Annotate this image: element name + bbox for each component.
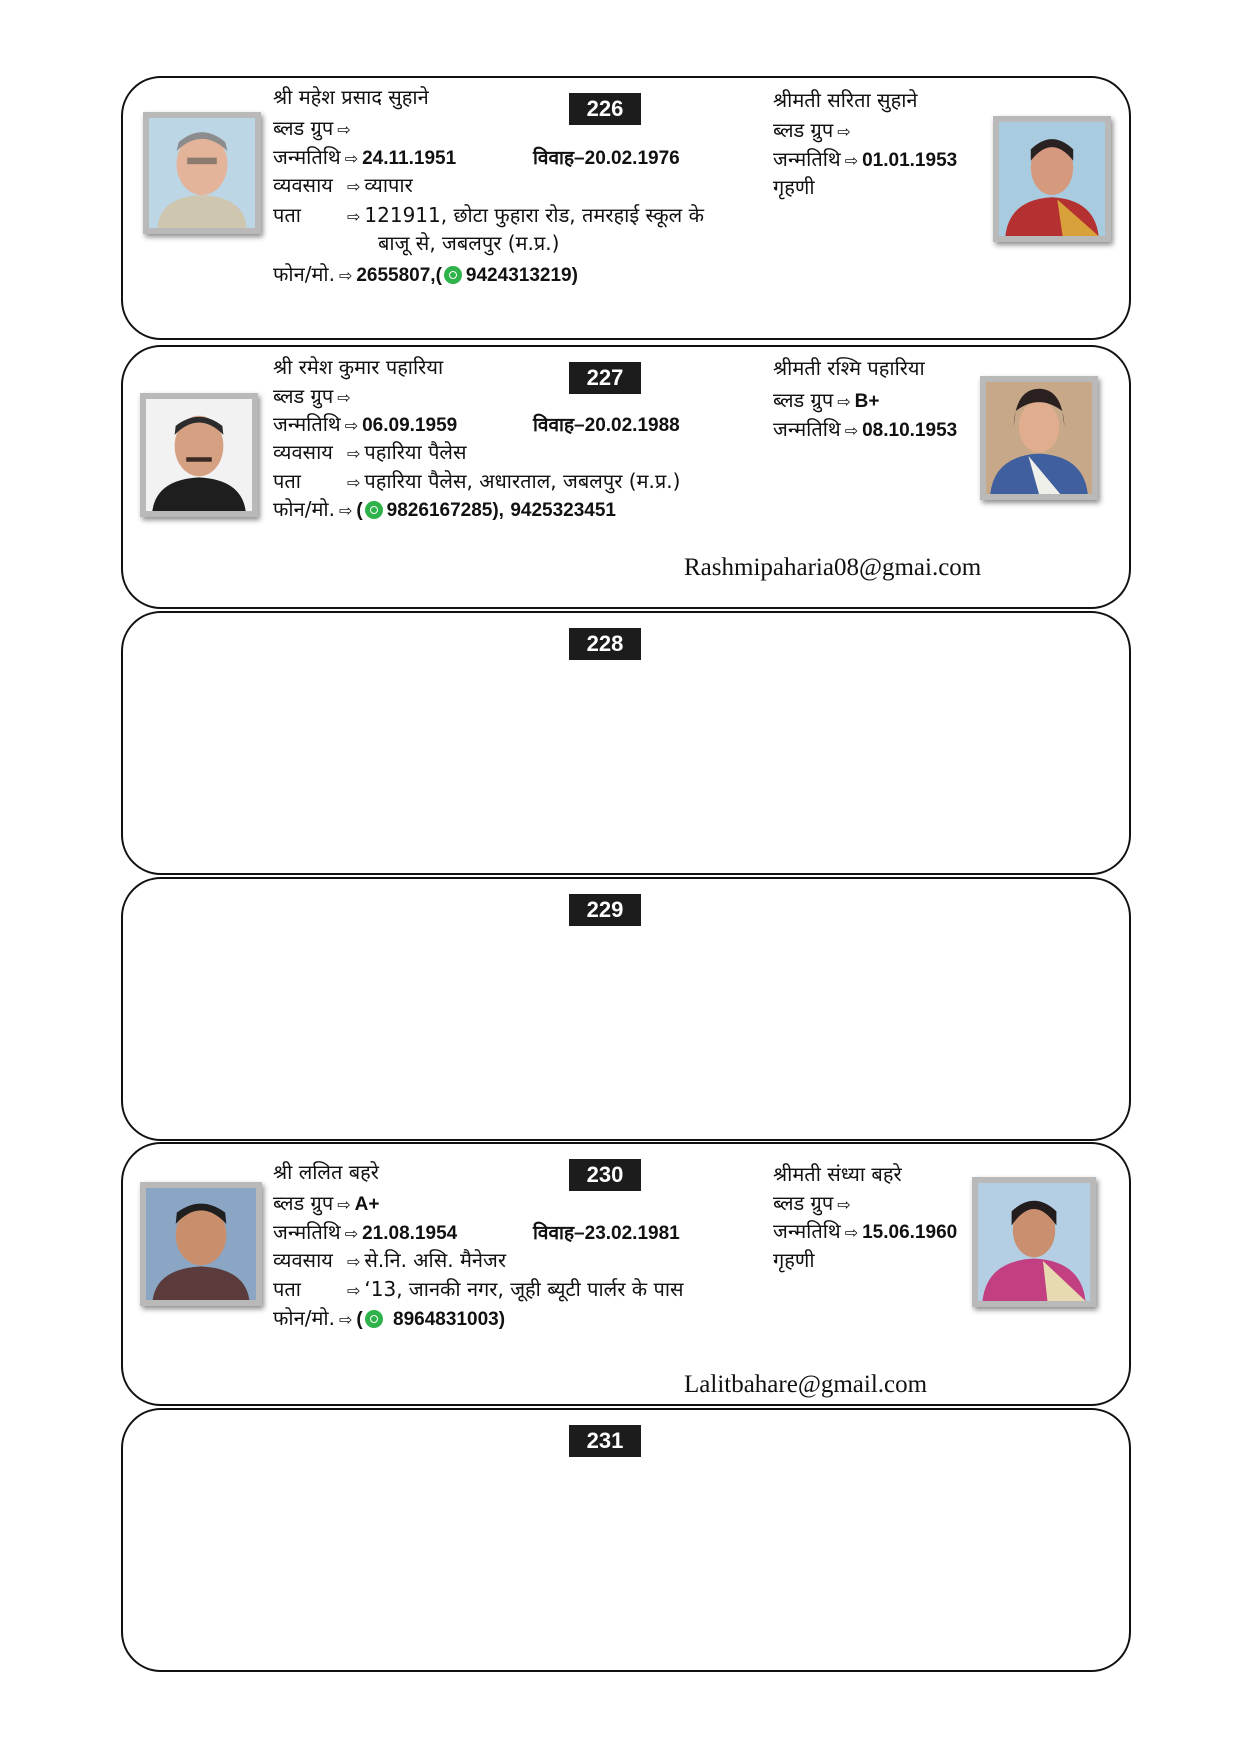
- address-label: पता: [273, 203, 301, 227]
- arrow-right-icon: ⇨: [837, 1195, 851, 1214]
- husband-phone: फोन/मो. ⇨ ( 9826167285), 9425323451: [273, 497, 616, 521]
- arrow-right-icon: ⇨: [837, 122, 851, 141]
- directory-card-227: [121, 345, 1131, 609]
- directory-card-228: [121, 611, 1131, 875]
- husband-name: श्री ललित बहरे: [273, 1160, 379, 1184]
- address-line-1: 121911, छोटा फुहारा रोड, तमरहाई स्कूल के: [364, 203, 704, 227]
- husband-blood-group: ब्लड ग्रुप ⇨ A+: [273, 1191, 380, 1215]
- arrow-right-icon: ⇨: [347, 1281, 361, 1300]
- blood-group-label: ब्लड ग्रुप: [273, 116, 334, 140]
- wife-photo: [972, 1177, 1096, 1307]
- husband-dob: जन्मतिथि ⇨ 06.09.1959: [273, 412, 458, 436]
- wife-occupation: गृहणी: [773, 175, 815, 199]
- card-number-badge: 228: [569, 628, 641, 660]
- wife-blood-group: ब्लड ग्रुप ⇨: [773, 118, 851, 142]
- email-address[interactable]: Rashmipaharia08@gmai.com: [684, 554, 982, 581]
- arrow-right-icon: ⇨: [338, 1310, 353, 1329]
- arrow-right-icon: ⇨: [347, 444, 361, 463]
- arrow-right-icon: ⇨: [344, 149, 359, 168]
- husband-name: श्री महेश प्रसाद सुहाने: [273, 85, 429, 109]
- arrow-right-icon: ⇨: [844, 151, 859, 170]
- card-number-badge: 231: [569, 1425, 641, 1457]
- arrow-right-icon: ⇨: [347, 1252, 361, 1271]
- husband-blood-group: ब्लड ग्रुप ⇨: [273, 384, 351, 408]
- husband-occupation: व्यवसाय ⇨ से.नि. असि. मैनेजर: [273, 1248, 507, 1272]
- husband-name: श्री रमेश कुमार पहारिया: [273, 355, 444, 379]
- wife-name: श्रीमती सरिता सुहाने: [773, 88, 918, 112]
- whatsapp-icon: [365, 501, 383, 519]
- directory-card-231: [121, 1408, 1131, 1672]
- marriage-date: विवाह–20.02.1976: [533, 148, 680, 169]
- phone-label: फोन/मो.: [273, 262, 335, 286]
- husband-photo: [143, 112, 261, 234]
- wife-blood-group: ब्लड ग्रुप ⇨ B+: [773, 388, 880, 412]
- arrow-right-icon: ⇨: [347, 177, 361, 196]
- arrow-right-icon: ⇨: [844, 421, 859, 440]
- arrow-right-icon: ⇨: [338, 266, 353, 285]
- card-number-badge: 226: [569, 93, 641, 125]
- email-address[interactable]: Lalitbahare@gmail.com: [684, 1371, 928, 1398]
- whatsapp-number: 9826167285),: [386, 500, 504, 521]
- wife-dob: जन्मतिथि ⇨ 01.01.1953: [773, 147, 958, 171]
- husband-photo: [140, 1182, 262, 1306]
- card-number-badge: 230: [569, 1159, 641, 1191]
- wife-occupation: गृहणी: [773, 1248, 815, 1272]
- dob-value: 24.11.1951: [362, 148, 457, 169]
- whatsapp-icon: [365, 1310, 383, 1328]
- arrow-right-icon: ⇨: [337, 120, 351, 139]
- husband-address: पता ⇨ पहारिया पैलेस, अधारताल, जबलपुर (म.प्र.): [273, 469, 681, 493]
- card-number-badge: 229: [569, 894, 641, 926]
- whatsapp-number: 9424313219): [465, 265, 578, 286]
- dob-label: जन्मतिथि: [273, 145, 341, 169]
- card-number-badge: 227: [569, 362, 641, 394]
- address-line-2: बाजू से, जबलपुर (म.प्र.): [378, 231, 560, 255]
- phone-number: 2655807,(: [356, 265, 442, 286]
- wife-photo: [980, 376, 1098, 500]
- arrow-right-icon: ⇨: [344, 1224, 359, 1243]
- marriage-date: विवाह–20.02.1988: [533, 415, 680, 436]
- directory-card-230: [121, 1142, 1131, 1406]
- occupation-value: व्यापार: [364, 173, 413, 197]
- whatsapp-icon: [444, 266, 462, 284]
- wife-dob: जन्मतिथि ⇨ 15.06.1960: [773, 1219, 958, 1243]
- arrow-right-icon: ⇨: [337, 388, 351, 407]
- husband-photo: [140, 393, 258, 517]
- husband-blood-group: [273, 115, 355, 143]
- wife-blood-group: ब्लड ग्रुप ⇨: [773, 1191, 851, 1215]
- whatsapp-number: 8964831003): [393, 1309, 506, 1330]
- arrow-right-icon: ⇨: [344, 416, 359, 435]
- arrow-right-icon: ⇨: [347, 473, 361, 492]
- directory-card-229: [121, 877, 1131, 1141]
- husband-dob: [273, 144, 456, 172]
- phone-number: 9425323451: [510, 500, 616, 521]
- occupation-label: व्यवसाय: [273, 173, 333, 197]
- wife-dob: जन्मतिथि ⇨ 08.10.1953: [773, 417, 958, 441]
- wife-name: श्रीमती संध्या बहरे: [773, 1162, 902, 1186]
- arrow-right-icon: ⇨: [837, 392, 851, 411]
- husband-phone: फोन/मो. ⇨ ( 8964831003): [273, 1306, 506, 1330]
- arrow-right-icon: ⇨: [337, 1195, 351, 1214]
- wife-photo: [993, 116, 1111, 242]
- wife-name: श्रीमती रश्मि पहारिया: [773, 356, 925, 380]
- husband-occupation: व्यवसाय ⇨ पहारिया पैलेस: [273, 440, 467, 464]
- arrow-right-icon: ⇨: [844, 1223, 859, 1242]
- arrow-right-icon: ⇨: [338, 501, 353, 520]
- husband-address: [273, 202, 704, 230]
- arrow-right-icon: ⇨: [347, 207, 361, 226]
- husband-address: पता ⇨ ‘13, जानकी नगर, जूही ब्यूटी पार्लर के पास: [273, 1277, 684, 1301]
- husband-phone: [273, 261, 578, 289]
- husband-occupation: [273, 172, 413, 200]
- directory-card-226: [121, 76, 1131, 340]
- husband-dob: जन्मतिथि ⇨ 21.08.1954: [273, 1220, 458, 1244]
- marriage-date: विवाह–23.02.1981: [533, 1223, 680, 1244]
